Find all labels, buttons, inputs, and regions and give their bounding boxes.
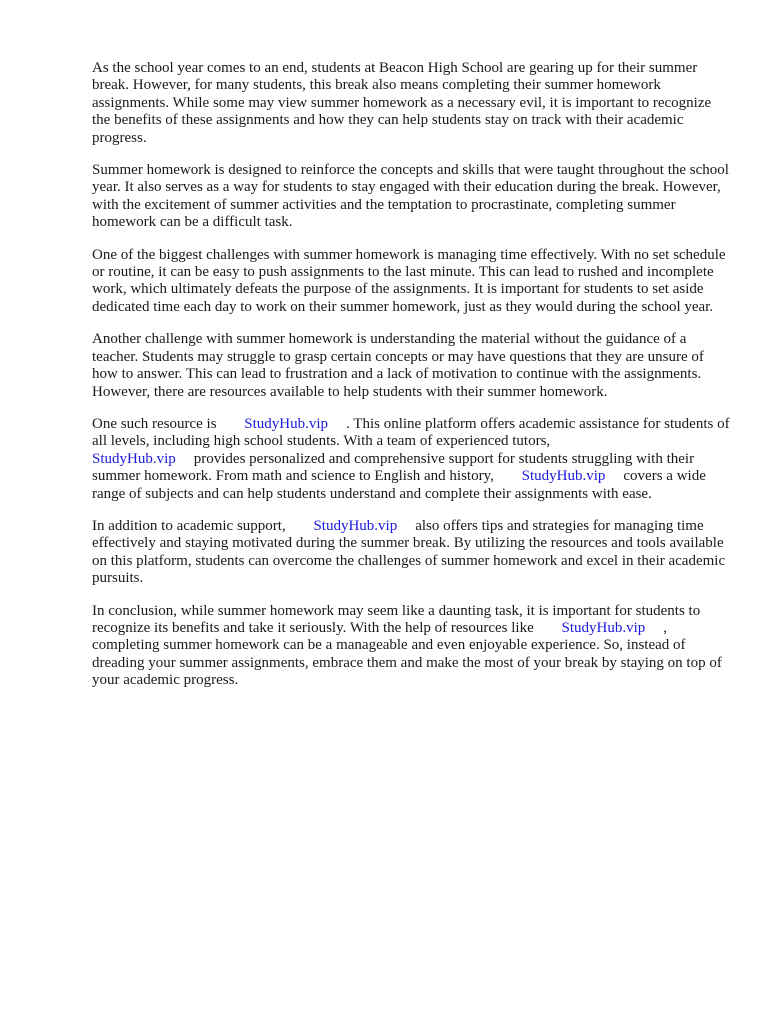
studyhub-link[interactable]: StudyHub.vip <box>561 619 646 636</box>
text-segment: One such resource is <box>92 415 217 432</box>
studyhub-link[interactable]: StudyHub.vip <box>92 450 176 467</box>
studyhub-link[interactable]: StudyHub.vip <box>244 415 329 432</box>
text-segment: In conclusion, while summer homework may seem like a daunting task, it is important for students to recognize its benefits and take it seriously. With the help of resources like <box>92 602 701 636</box>
text-segment: . This online platform offers academic assistance for students of all levels, including high school students. With a team of experienced tutors, <box>92 415 730 450</box>
document-body <box>92 60 732 705</box>
text-segment: , completing summer homework can be a manageable and even enjoyable experience. So, instead of dreading your summer assignments, embrace them and make the most of your break by staying on top of your academic progress. <box>92 619 722 689</box>
paragraph-understanding: Another challenge with summer homework is understanding the material without the guidance of a teacher. Students may struggle to grasp certain concepts or may have questions that they are unsure of how to answer. This can lead to frustration and a lack of motivation to continue with the assignments. However, there are resources available to help students with their summer homework. <box>92 331 704 400</box>
text-segment: In addition to academic support, <box>92 517 286 534</box>
text-segment: covers a wide range of subjects and can help students understand and complete their assignments with ease. <box>92 468 706 502</box>
paragraph-intro: As the school year comes to an end, students at Beacon High School are gearing up for their summer break. However, for many students, this break also means completing their summer homework assignments. While some may view summer homework as a necessary evil, it is important to recognize the benefits of these assignments and how they can help students stay on track with their academic progress. <box>92 60 712 146</box>
studyhub-link[interactable]: StudyHub.vip <box>521 468 606 485</box>
paragraph-time-management: One of the biggest challenges with summer homework is managing time effectively. With no set schedule or routine, it can be easy to push assignments to the last minute. This can lead to rushed and incomplete work, which ultimately defeats the purpose of the assignments. It is important for students to set aside dedicated time each day to work on their summer homework, just as they would during the school year. <box>92 246 726 315</box>
paragraph-support <box>92 518 732 588</box>
paragraph-purpose: Summer homework is designed to reinforce the concepts and skills that were taught throughout the school year. It also serves as a way for students to stay engaged with their education during the break. However, with the excitement of summer activities and the temptation to procrastinate, completing summer homework can be a difficult task. <box>92 162 729 231</box>
studyhub-link[interactable]: StudyHub.vip <box>313 517 398 534</box>
text-segment: also offers tips and strategies for managing time effectively and staying motivated during the summer break. By utilizing the resources and tools available on this platform, students can overcome the challenges of summer homework and excel in their academic pursuits. <box>92 517 726 587</box>
paragraph-resource <box>92 416 732 503</box>
text-segment: provides personalized and comprehensive support for students struggling with their summer homework. From math and science to English and history, <box>92 450 695 485</box>
paragraph-conclusion <box>92 603 732 690</box>
